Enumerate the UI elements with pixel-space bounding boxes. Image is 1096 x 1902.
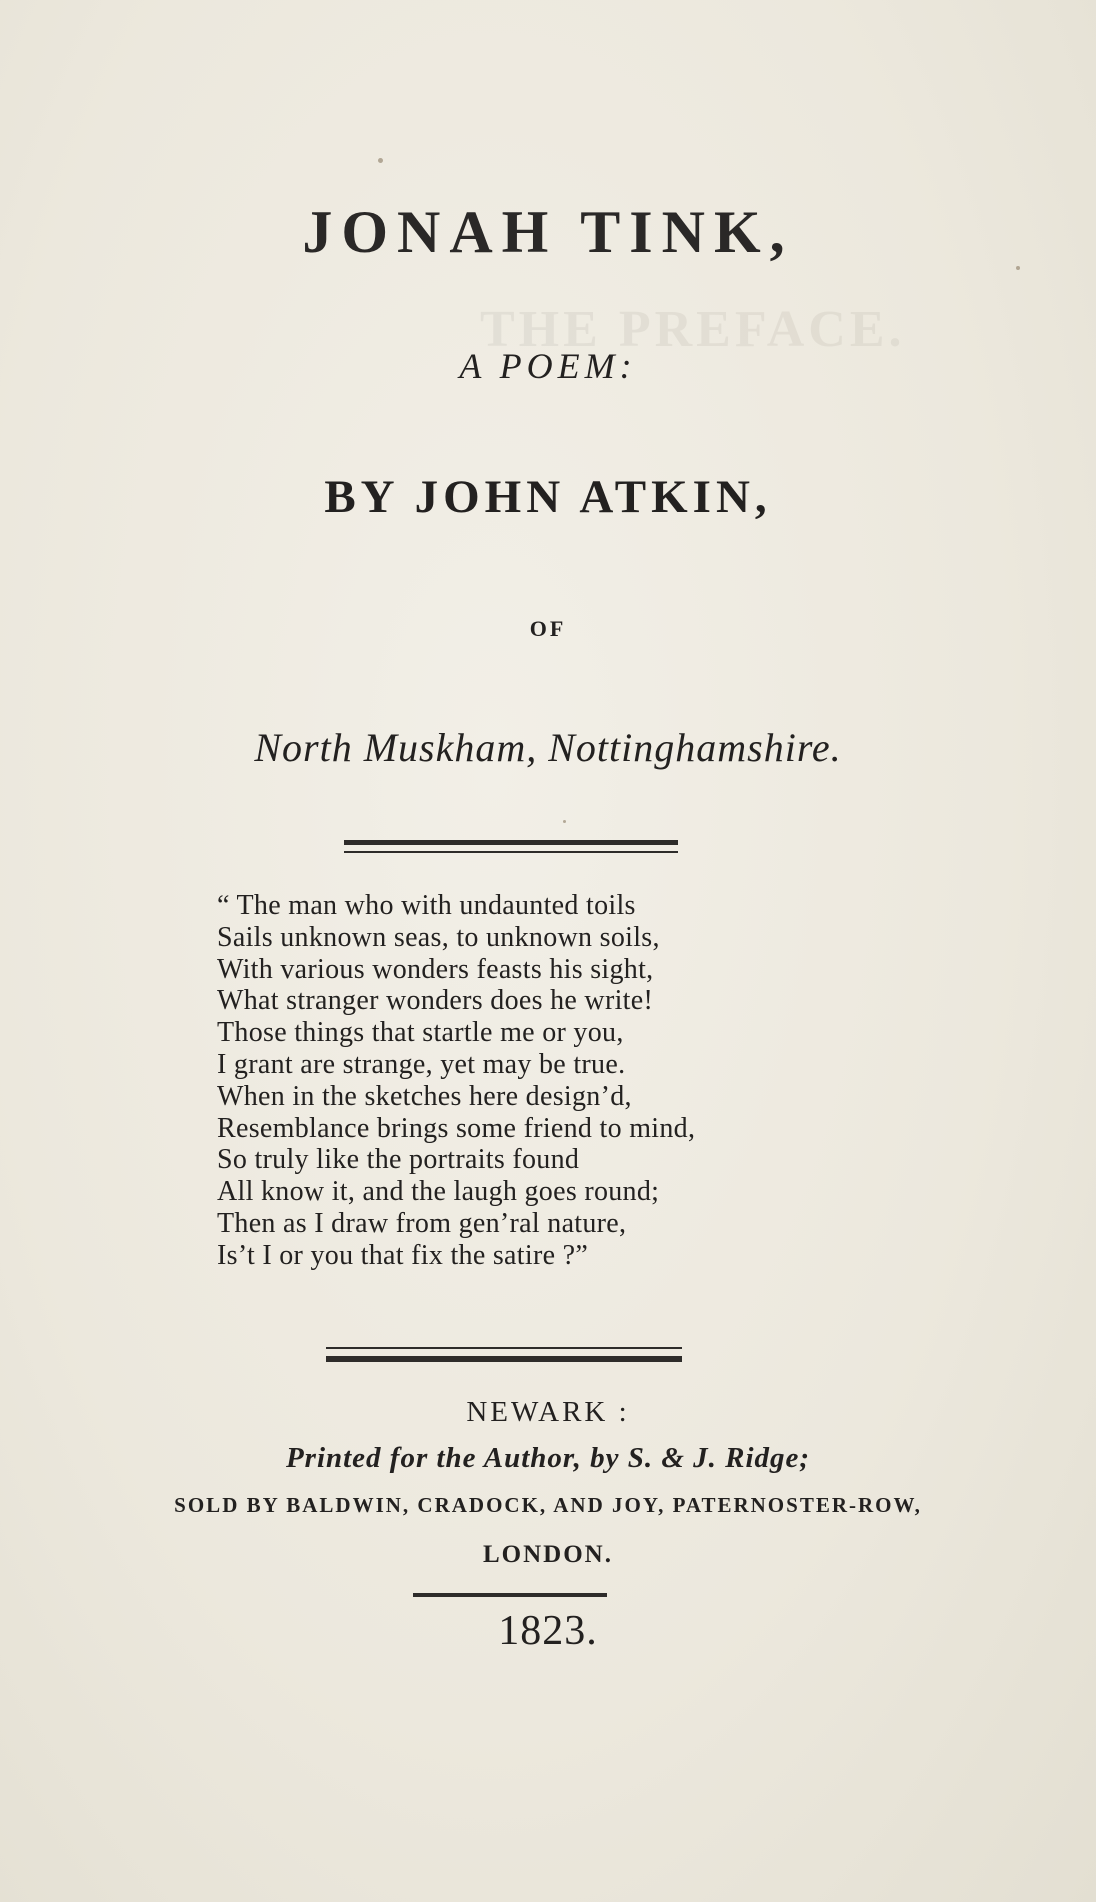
epigraph-line: When in the sketches here design’d, [217,1080,632,1112]
epigraph-line: Sails unknown seas, to unknown soils, [217,921,660,953]
imprint-london: LONDON. [483,1541,613,1568]
bleed-through-text: THE PREFACE. [480,301,906,358]
epigraph-line: All know it, and the laugh goes round; [217,1176,660,1208]
epigraph-line: So truly like the portraits found [217,1144,580,1176]
foxing-spot [563,820,566,823]
book-title: JONAH TINK, [302,199,794,265]
year-rule [413,1593,607,1597]
epigraph-line: What stranger wonders does he write! [217,985,654,1017]
author-place: North Muskham, Nottinghamshire. [254,725,842,770]
foxing-spot [1016,266,1020,270]
epigraph-line: With various wonders feasts his sight, [217,953,654,985]
double-rule-thick [326,1356,682,1362]
epigraph-line: Those things that startle me or you, [217,1017,624,1049]
epigraph-line: “ The man who with undaunted toils [217,890,636,921]
foxing-spot [378,158,383,163]
imprint-city: NEWARK : [466,1396,630,1428]
epigraph-line: Is’t I or you that fix the satire ?” [217,1239,589,1271]
book-subtitle: A POEM: [459,346,637,386]
imprint-seller: SOLD BY BALDWIN, CRADOCK, AND JOY, PATERNOSTER-ROW, [174,1493,922,1517]
imprint-year: 1823. [498,1608,598,1654]
epigraph-line: I grant are strange, yet may be true. [217,1048,626,1080]
ornament-rule-top-thin [344,851,678,853]
of-label: OF [529,616,567,641]
imprint-printer: Printed for the Author, by S. & J. Ridge; [285,1442,811,1474]
epigraph-line: Then as I draw from gen’ral nature, [217,1207,627,1239]
ornament-rule-top [344,840,678,845]
book-author: BY JOHN ATKIN, [324,471,772,523]
epigraph-poem [217,890,695,1272]
epigraph-line: Resemblance brings some friend to mind, [217,1112,696,1144]
double-rule-thin [326,1347,682,1349]
